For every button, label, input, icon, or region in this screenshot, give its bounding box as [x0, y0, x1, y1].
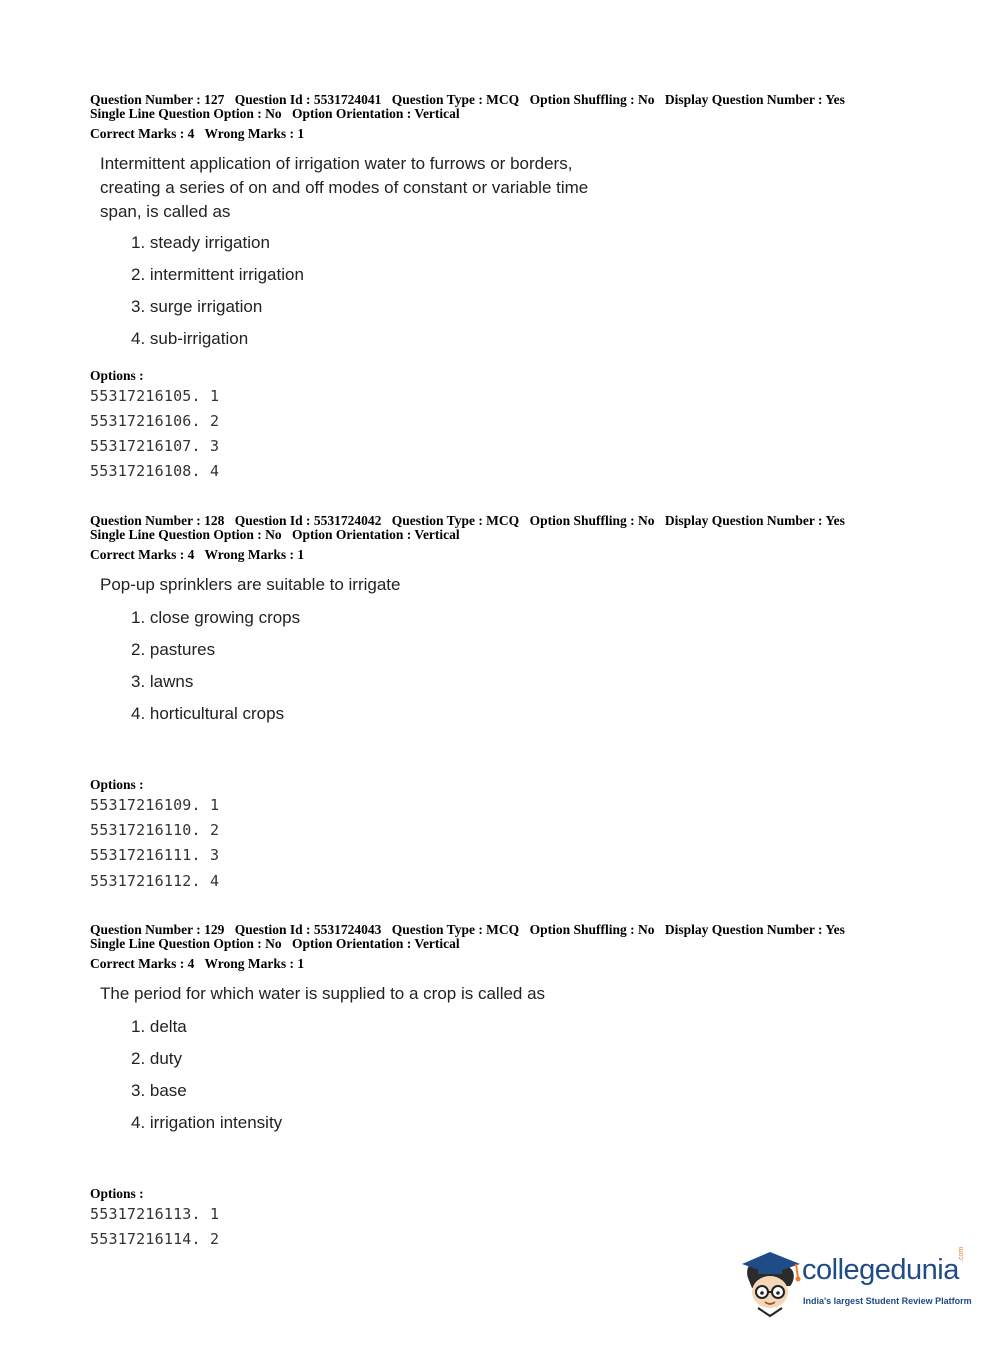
question-meta-line1 [90, 513, 950, 528]
display-question-number: Display Question Number : Yes [664, 513, 845, 528]
answer-choice: 2. intermittent irrigation [131, 265, 304, 284]
answer-choice: 4. irrigation intensity [131, 1113, 283, 1132]
question-number: Question Number : 128 [90, 513, 225, 528]
wrong-marks: Wrong Marks : 1 [204, 126, 305, 141]
wrong-marks: Wrong Marks : 1 [204, 956, 305, 971]
answer-choice: 1. steady irrigation [131, 233, 270, 252]
option-id: 55317216112. 4 [90, 872, 220, 890]
question-type: Question Type : MCQ [391, 922, 520, 937]
option-id: 55317216111. 3 [90, 846, 220, 864]
option-shuffling: Option Shuffling : No [529, 513, 655, 528]
question-text [100, 982, 640, 1006]
question-text-line: Pop-up sprinklers are suitable to irrigate [100, 575, 401, 594]
question-id: Question Id : 5531724042 [234, 513, 382, 528]
correct-marks: Correct Marks : 4 [90, 956, 195, 971]
logo-tagline: India's largest Student Review Platform [803, 1296, 972, 1306]
answer-choice: 3. lawns [131, 672, 194, 691]
question-text-line: span, is called as [100, 202, 231, 221]
question-meta-line2 [90, 527, 950, 542]
answer-choice: 2. duty [131, 1049, 183, 1068]
option-id: 55317216109. 1 [90, 796, 220, 814]
option-id: 55317216107. 3 [90, 437, 220, 455]
question-number: Question Number : 127 [90, 92, 225, 107]
question-text [100, 573, 640, 597]
answer-choice: 1. delta [131, 1017, 187, 1036]
option-id: 55317216106. 2 [90, 412, 220, 430]
question-text [100, 152, 640, 224]
options-label: Options : [90, 368, 144, 383]
answer-choice: 2. pastures [131, 640, 216, 659]
answer-choice: 4. sub-irrigation [131, 329, 249, 348]
answer-choice: 1. close growing crops [131, 608, 301, 627]
logo-wordmark: collegedunia [802, 1254, 959, 1286]
mascot-icon [740, 1248, 802, 1318]
single-line-option: Single Line Question Option : No [90, 527, 282, 542]
question-type: Question Type : MCQ [391, 513, 520, 528]
option-id: 55317216105. 1 [90, 387, 220, 405]
option-id: 55317216113. 1 [90, 1205, 220, 1223]
correct-marks: Correct Marks : 4 [90, 126, 195, 141]
display-question-number: Display Question Number : Yes [664, 92, 845, 107]
question-marks [90, 547, 950, 562]
option-orientation: Option Orientation : Vertical [292, 106, 460, 121]
question-meta-line2 [90, 106, 950, 121]
answer-choice: 4. horticultural crops [131, 704, 285, 723]
collegedunia-logo[interactable] [740, 1248, 970, 1318]
option-orientation: Option Orientation : Vertical [292, 527, 460, 542]
question-meta-line2 [90, 936, 950, 951]
question-text-line: creating a series of on and off modes of constant or variable time [100, 178, 589, 197]
question-marks [90, 126, 950, 141]
single-line-option: Single Line Question Option : No [90, 106, 282, 121]
question-meta-line1 [90, 922, 950, 937]
options-label: Options : [90, 1186, 144, 1201]
option-orientation: Option Orientation : Vertical [292, 936, 460, 951]
option-shuffling: Option Shuffling : No [529, 922, 655, 937]
correct-marks: Correct Marks : 4 [90, 547, 195, 562]
option-id: 55317216108. 4 [90, 462, 220, 480]
display-question-number: Display Question Number : Yes [664, 922, 845, 937]
question-type: Question Type : MCQ [391, 92, 520, 107]
answer-choice: 3. surge irrigation [131, 297, 263, 316]
question-text-line: Intermittent application of irrigation water to furrows or borders, [100, 154, 573, 173]
answer-choice: 3. base [131, 1081, 187, 1100]
option-shuffling: Option Shuffling : No [529, 92, 655, 107]
question-id: Question Id : 5531724043 [234, 922, 382, 937]
wrong-marks: Wrong Marks : 1 [204, 547, 305, 562]
option-id: 55317216110. 2 [90, 821, 220, 839]
logo-suffix: .com [958, 1246, 965, 1262]
option-id: 55317216114. 2 [90, 1230, 220, 1248]
question-number: Question Number : 129 [90, 922, 225, 937]
question-text-line: The period for which water is supplied to a crop is called as [100, 984, 546, 1003]
options-label: Options : [90, 777, 144, 792]
question-marks [90, 956, 950, 971]
question-meta-line1 [90, 92, 950, 107]
question-id: Question Id : 5531724041 [234, 92, 382, 107]
single-line-option: Single Line Question Option : No [90, 936, 282, 951]
